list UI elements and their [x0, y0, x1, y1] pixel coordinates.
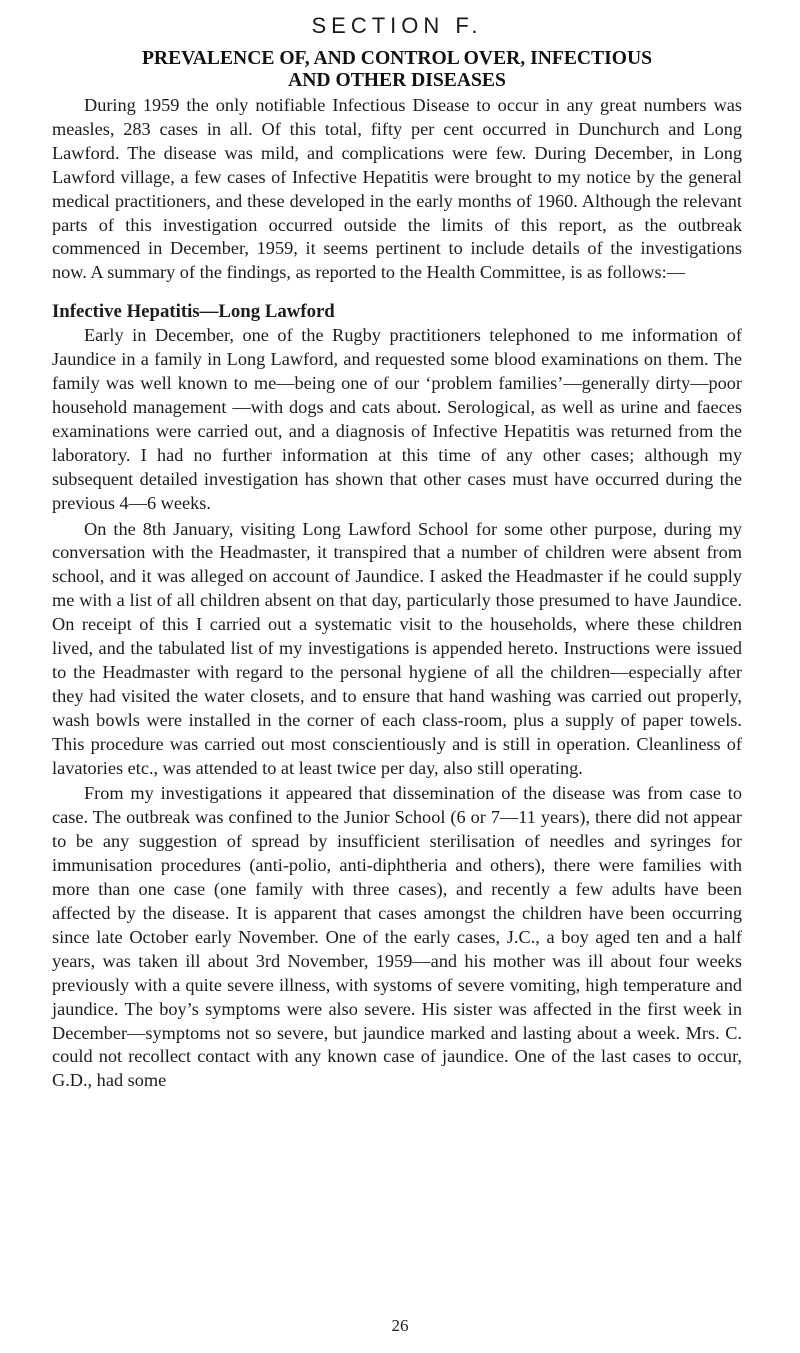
page-number: 26 [391, 1316, 409, 1335]
body-text [52, 94, 742, 1093]
paragraph-investigations: From my investigations it appeared that dissemination of the disease was from case to case. The outbreak was confined to the Junior School (6 or 7—11 years), there did not appear to be any suggestion of spread by insufficient sterilisation of needles and syringes for immunisation procedures (anti-polio, anti-diphtheria and others), there were families with more than one case (one family with three cases), and recently a few adults have been affected by the disease. It is apparent that cases amongst the children have been occurring since late October early November. One of the early cases, J.C., a boy aged ten and a half years, was taken ill about 3rd November, 1959—and his mother was ill about four weeks previously with a quite severe illness, with systoms of severe vomiting, high temperature and jaundice. The boy’s symptoms were also severe. His sister was affected in the first week in December—symptoms not so severe, but jaundice marked and lasting about a week. Mrs. C. could not recollect contact with any known case of jaundice. One of the last cases to occur, G.D., had some [52, 783, 742, 1091]
main-heading-line-1: PREVALENCE OF, AND CONTROL OVER, INFECTIOUS [141, 48, 653, 69]
main-heading-line-2: AND OTHER DISEASES [288, 70, 506, 91]
main-heading [52, 48, 742, 92]
section-title: SECTION F. [311, 13, 483, 38]
paragraph-8th-january: On the 8th January, visiting Long Lawford School for some other purpose, during my conversation with the Headmaster, it transpired that a number of children were absent from school, and it was alleged on account of Jaundice. I asked the Headmaster if he could supply me with a list of all children absent on that day, particularly those presumed to have Jaundice. On receipt of this I carried out a systematic visit to the households, where these children lived, and the tabulated list of my investigations is appended hereto. Instructions were issued to the Headmaster with regard to the personal hygiene of all the children—especially after they had visited the water closets, and to ensure that hand washing was carried out properly, wash bowls were installed in the corner of each class-room, plus a supply of paper towels. This procedure was carried out most conscientiously and is still in operation. Cleanliness of lavatories etc., was attended to at least twice per day, also still operating. [52, 518, 742, 778]
paragraph-early-december: Early in December, one of the Rugby practitioners telephoned to me information of Jaundice in a family in Long Lawford, and requested some blood examinations on them. The family was well known to me—being one of our ‘problem families’—generally dirty—poor household management —with dogs and cats about. Serological, as well as urine and faeces examinations were carried out, and a diagnosis of Infective Hepatitis was returned from the laboratory. I had no further information at this time of any other cases; although my subsequent detailed investigation has shown that other cases must have occurred during the previous 4—6 weeks. [52, 325, 742, 513]
subsection-heading: Infective Hepatitis—Long Lawford [52, 301, 335, 323]
intro-paragraph: During 1959 the only notifiable Infectious Disease to occur in any great numbers was measles, 283 cases in all. Of this total, fifty per cent occurred in Dunchurch and Long Lawford. The disease was mild, and complications were few. During December, in Long Lawford village, a few cases of Infective Hepatitis were brought to my notice by the general medical practitioners, and these developed in the early months of 1960. Although the relevant parts of this investigation occurred outside the limits of this report, as the outbreak commenced in December, 1959, it seems pertinent to include details of the investigations now. A summary of the findings, as reported to the Health Committee, is as follows:— [52, 95, 742, 283]
